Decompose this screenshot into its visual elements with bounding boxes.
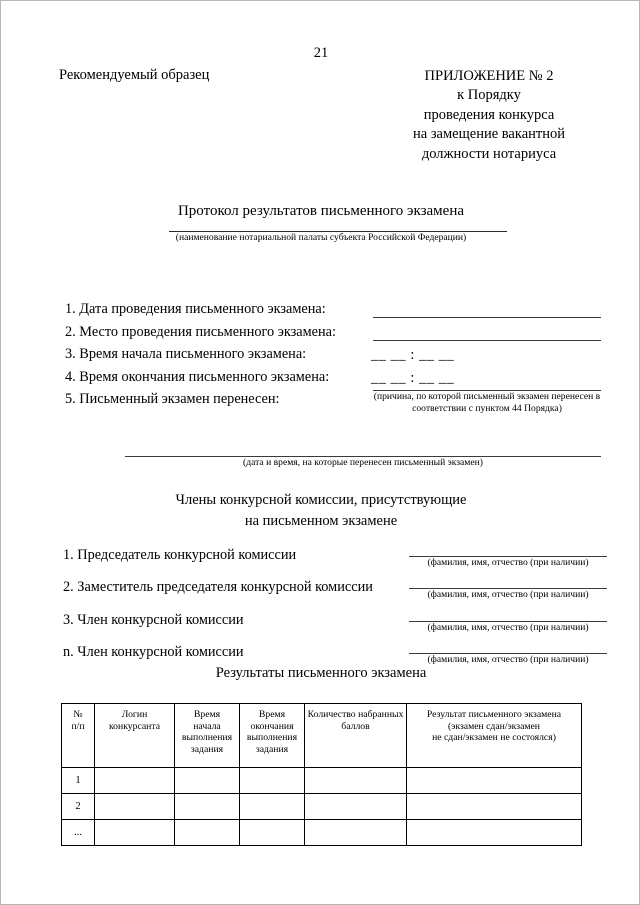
member-label: 3. Член конкурсной комиссии [63, 611, 244, 628]
field-label: 2. Место проведения письменного экзамена: [65, 323, 336, 340]
header-line: задания [255, 743, 289, 755]
table-header-row [62, 704, 582, 768]
field-fill-rule[interactable] [373, 317, 601, 318]
member-name-caption: (фамилия, имя, отчество (при наличии) [427, 589, 589, 601]
cell-login[interactable] [95, 768, 175, 794]
field-row-start-time [65, 346, 610, 369]
field-fill-rule[interactable] [373, 340, 601, 341]
time-placeholder[interactable]: __ __ : __ __ [371, 347, 455, 363]
header-line: выполнения [246, 732, 298, 744]
appendix-line: должности нотариуса [421, 145, 557, 162]
column-header-number [62, 704, 95, 768]
results-heading: Результаты письменного экзамена [215, 665, 427, 681]
header-line: Время [258, 709, 286, 720]
cell-login[interactable] [95, 820, 175, 846]
cell-end-time[interactable] [240, 794, 305, 820]
appendix-line: к Порядку [457, 87, 521, 104]
header-line: Логин [121, 709, 148, 720]
recommended-sample-label: Рекомендуемый образец [59, 67, 210, 83]
cell-login[interactable] [95, 794, 175, 820]
header-line: п/п [71, 720, 85, 732]
cell-points[interactable] [305, 768, 407, 794]
member-name-caption: (фамилия, имя, отчество (при наличии) [427, 557, 589, 568]
title-caption: (наименование нотариальной палаты субъекта Российской Федерации) [175, 232, 467, 243]
header-line: баллов [341, 720, 370, 732]
commission-heading-line2: на письменном экзамене [244, 513, 398, 529]
field-row-end-time [65, 369, 610, 392]
table-row [62, 794, 582, 820]
table-row [62, 768, 582, 794]
commission-members-list [63, 544, 608, 673]
cell-number: 2 [62, 794, 95, 820]
table-row [62, 820, 582, 846]
column-header-login [95, 704, 175, 768]
header-line: конкурсанта [108, 720, 161, 732]
column-header-result [407, 704, 582, 768]
column-header-points [305, 704, 407, 768]
member-label: 2. Заместитель председателя конкурсной комиссии [63, 579, 373, 596]
appendix-line: на замещение вакантной [413, 126, 565, 143]
cell-result[interactable] [407, 820, 582, 846]
results-table-body [62, 768, 582, 846]
header-line: окончания [250, 720, 294, 732]
header-line: не сдан/экзамен не состоялся) [432, 732, 556, 744]
header-line: выполнения [181, 732, 233, 744]
member-row-deputy-chairman [63, 576, 608, 608]
field-label: 5. Письменный экзамен перенесен: [65, 391, 280, 407]
cell-start-time[interactable] [175, 794, 240, 820]
results-table-head [62, 704, 582, 768]
header-line: Время [193, 709, 221, 720]
field-label: 4. Время окончания письменного экзамена: [65, 368, 330, 385]
column-header-end-time [240, 704, 305, 768]
header-line: (экзамен сдан/экзамен [447, 720, 540, 732]
cell-end-time[interactable] [240, 820, 305, 846]
results-table [61, 703, 582, 846]
time-placeholder[interactable]: __ __ : __ __ [371, 369, 455, 386]
commission-heading-line1: Члены конкурсной комиссии, присутствующие [175, 492, 467, 508]
cell-start-time[interactable] [175, 768, 240, 794]
member-row-chairman [63, 544, 608, 576]
commission-heading [1, 490, 640, 532]
appendix-line: ПРИЛОЖЕНИЕ № 2 [424, 68, 554, 84]
page-number: 21 [313, 45, 329, 61]
moved-datetime-caption: (дата и время, на которые перенесен письменный экзамен) [243, 457, 483, 468]
cell-result[interactable] [407, 794, 582, 820]
header-line: № [73, 709, 83, 720]
member-label: 1. Председатель конкурсной комиссии [63, 547, 297, 563]
cell-points[interactable] [305, 794, 407, 820]
field-row-place [65, 324, 610, 347]
appendix-reference-block [374, 67, 604, 164]
member-name-caption: (фамилия, имя, отчество (при наличии) [427, 653, 589, 665]
field-label: 3. Время начала письменного экзамена: [65, 346, 307, 362]
cell-points[interactable] [305, 820, 407, 846]
cell-result[interactable] [407, 768, 582, 794]
appendix-line: проведения конкурса [423, 106, 555, 123]
member-label: n. Член конкурсной комиссии [63, 643, 244, 660]
reason-caption: (причина, по которой письменный экзамен перенесен в соответствии с пунктом 44 Порядка) [373, 391, 601, 415]
document-title: Протокол результатов письменного экзамена [177, 203, 465, 219]
member-name-caption: (фамилия, имя, отчество (при наличии) [427, 621, 589, 633]
field-label: 1. Дата проведения письменного экзамена: [65, 301, 326, 317]
cell-number: ... [62, 820, 95, 846]
cell-number: 1 [62, 768, 95, 794]
header-line: начала [193, 720, 221, 732]
header-line: задания [190, 743, 224, 755]
field-row-date [65, 301, 610, 324]
column-header-start-time [175, 704, 240, 768]
cell-start-time[interactable] [175, 820, 240, 846]
header-line: Результат письменного экзамена [426, 709, 562, 720]
member-row-member-3 [63, 609, 608, 641]
cell-end-time[interactable] [240, 768, 305, 794]
header-line: Количество набранных [307, 709, 404, 720]
